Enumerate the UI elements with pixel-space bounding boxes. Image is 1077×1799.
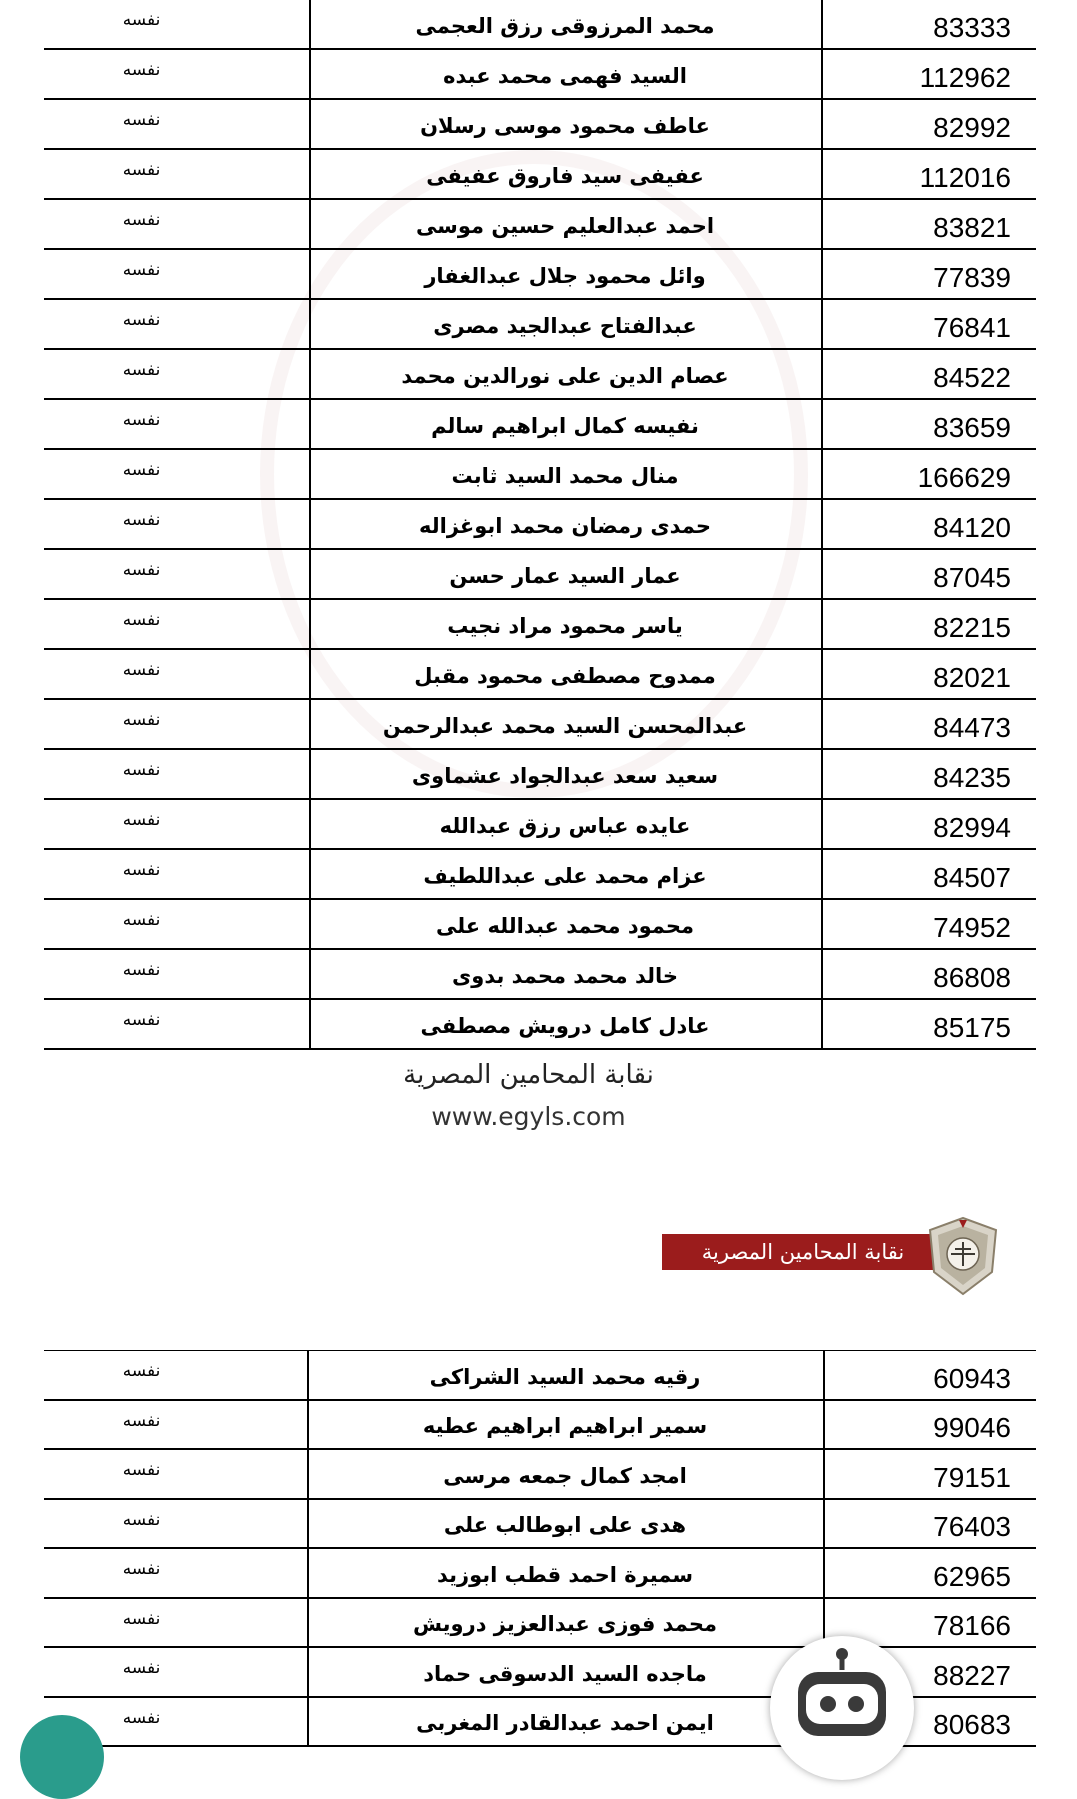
table-row — [44, 350, 1036, 400]
table-row — [44, 50, 1036, 100]
robot-assistant-icon — [770, 1636, 914, 1780]
number-cell: 60943 — [933, 1362, 1011, 1394]
name-cell: حمدى رمضان محمد ابوغزاله — [419, 514, 711, 538]
name-cell: السيد فهمى محمد عبده — [443, 64, 687, 88]
number-cell: 76841 — [933, 312, 1011, 343]
table-row — [44, 1549, 1036, 1599]
table-row — [44, 600, 1036, 650]
table-row — [44, 1000, 1036, 1050]
status-cell: نفسه — [122, 110, 161, 130]
name-cell: عزام محمد على عبداللطيف — [423, 864, 707, 888]
status-cell: نفسه — [122, 860, 161, 880]
members-table-1 — [44, 0, 1036, 1050]
name-cell: سعيد سعد عبدالجواد عشماوى — [411, 764, 719, 788]
number-cell: 78166 — [933, 1610, 1011, 1642]
table-row — [44, 700, 1036, 750]
number-cell: 82992 — [933, 112, 1011, 143]
status-cell: نفسه — [122, 960, 161, 980]
number-cell: 76403 — [933, 1511, 1011, 1543]
status-cell: نفسه — [122, 1361, 161, 1381]
table-row — [44, 1500, 1036, 1550]
status-cell: نفسه — [122, 10, 161, 30]
name-cell: ماجده السيد الدسوقى حماد — [423, 1661, 707, 1686]
status-cell: نفسه — [122, 760, 161, 780]
status-cell: نفسه — [122, 60, 161, 80]
name-cell: سميرة احمد قطب ابوزيد — [436, 1562, 694, 1587]
name-cell: نفيسه كمال ابراهيم سالم — [431, 414, 699, 438]
status-cell: نفسه — [122, 1658, 161, 1678]
number-cell: 84235 — [933, 762, 1011, 793]
status-cell: نفسه — [122, 510, 161, 530]
name-cell: عمار السيد عمار حسن — [449, 564, 681, 588]
assistant-fab-button[interactable] — [770, 1636, 914, 1780]
name-cell: خالد محمد محمد بدوى — [452, 964, 678, 988]
status-cell: نفسه — [122, 610, 161, 630]
table-row — [44, 650, 1036, 700]
org-banner: نقابة المحامين المصرية — [662, 1234, 944, 1270]
footer-org-name: نقابة المحامين المصرية — [403, 1060, 654, 1090]
status-cell: نفسه — [122, 810, 161, 830]
number-cell: 79151 — [933, 1461, 1011, 1493]
number-cell: 83821 — [933, 212, 1011, 243]
number-cell: 84120 — [933, 512, 1011, 543]
number-cell: 80683 — [933, 1709, 1011, 1741]
table-row — [44, 1401, 1036, 1451]
number-cell: 83333 — [933, 12, 1011, 43]
table-row — [44, 1450, 1036, 1500]
table-row — [44, 550, 1036, 600]
number-cell: 88227 — [933, 1659, 1011, 1691]
name-cell: هدى على ابوطالب على — [443, 1513, 687, 1538]
status-cell: نفسه — [122, 1460, 161, 1480]
table-row — [44, 100, 1036, 150]
status-cell: نفسه — [122, 660, 161, 680]
table-row — [44, 150, 1036, 200]
table-row — [44, 1351, 1036, 1401]
name-cell: ياسر محمود مراد نجيب — [447, 614, 683, 638]
table-row — [44, 250, 1036, 300]
table-row — [44, 900, 1036, 950]
number-cell: 77839 — [933, 262, 1011, 293]
name-cell: امجد كمال جمعه مرسى — [443, 1463, 687, 1488]
number-cell: 112962 — [919, 62, 1011, 93]
number-cell: 84473 — [933, 712, 1011, 743]
number-cell: 87045 — [933, 562, 1011, 593]
status-cell: نفسه — [122, 1010, 161, 1030]
status-cell: نفسه — [122, 1707, 161, 1728]
name-cell: منال محمد السيد ثابت — [451, 464, 679, 488]
number-cell: 99046 — [933, 1412, 1011, 1444]
number-cell: 82021 — [933, 662, 1011, 693]
status-cell: نفسه — [122, 260, 161, 280]
table-row — [44, 400, 1036, 450]
name-cell: احمد عبدالعليم حسين موسى — [415, 214, 715, 238]
name-cell: عاطف محمود موسى رسلان — [420, 114, 710, 138]
number-cell: 74952 — [933, 912, 1011, 943]
status-cell: نفسه — [122, 210, 161, 230]
table-row — [44, 0, 1036, 50]
status-cell: نفسه — [122, 310, 161, 330]
name-cell: عبدالفتاح عبدالجيد مصرى — [433, 314, 697, 338]
status-cell: نفسه — [122, 1608, 161, 1629]
name-cell: ايمن احمد عبدالقادر المغربى — [416, 1711, 714, 1736]
name-cell: محمد المرزوقى رزق العجمى — [415, 14, 715, 38]
bar-association-emblem-icon — [926, 1216, 1000, 1296]
name-cell: عايده عباس رزق عبدالله — [439, 814, 691, 838]
name-cell: وائل محمود جلال عبدالغفار — [424, 264, 706, 288]
status-cell: نفسه — [122, 410, 161, 430]
status-cell: نفسه — [122, 460, 161, 480]
table-row — [44, 800, 1036, 850]
number-cell: 85175 — [933, 1012, 1011, 1043]
status-cell: نفسه — [122, 1559, 161, 1579]
name-cell: محمد فوزى عبدالعزيز درويش — [412, 1612, 718, 1637]
name-cell: رقيه محمد السيد الشراكى — [429, 1364, 701, 1389]
table-row — [44, 850, 1036, 900]
table-row — [44, 200, 1036, 250]
number-cell: 62965 — [933, 1560, 1011, 1592]
status-cell: نفسه — [122, 560, 161, 580]
table-row — [44, 500, 1036, 550]
status-cell: نفسه — [122, 1509, 161, 1530]
number-cell: 84507 — [933, 862, 1011, 893]
name-cell: ممدوح مصطفى محمود مقبل — [414, 664, 716, 688]
number-cell: 166629 — [917, 462, 1011, 493]
status-cell: نفسه — [122, 710, 161, 730]
name-cell: عبدالمحسن السيد محمد عبدالرحمن — [382, 714, 748, 738]
status-cell: نفسه — [122, 360, 161, 380]
number-cell: 82215 — [933, 612, 1011, 643]
number-cell: 112016 — [919, 162, 1011, 193]
number-cell: 82994 — [933, 812, 1011, 843]
status-cell: نفسه — [122, 1410, 161, 1431]
name-cell: عفيفى سيد فاروق عفيفى — [426, 164, 704, 188]
name-cell: سمير ابراهيم ابراهيم عطيه — [422, 1414, 708, 1439]
number-cell: 86808 — [933, 962, 1011, 993]
footer-url[interactable]: www.egyls.com — [431, 1102, 626, 1131]
name-cell: محمود محمد عبدالله على — [435, 914, 695, 938]
name-cell: عصام الدين على نورالدين محمد — [401, 364, 729, 388]
status-cell: نفسه — [122, 160, 161, 180]
name-cell: عادل كامل درويش مصطفى — [420, 1014, 710, 1038]
table-row — [44, 450, 1036, 500]
table-row — [44, 950, 1036, 1000]
table-row — [44, 300, 1036, 350]
number-cell: 83659 — [933, 412, 1011, 443]
number-cell: 84522 — [933, 362, 1011, 393]
status-cell: نفسه — [122, 910, 161, 930]
table-row — [44, 750, 1036, 800]
